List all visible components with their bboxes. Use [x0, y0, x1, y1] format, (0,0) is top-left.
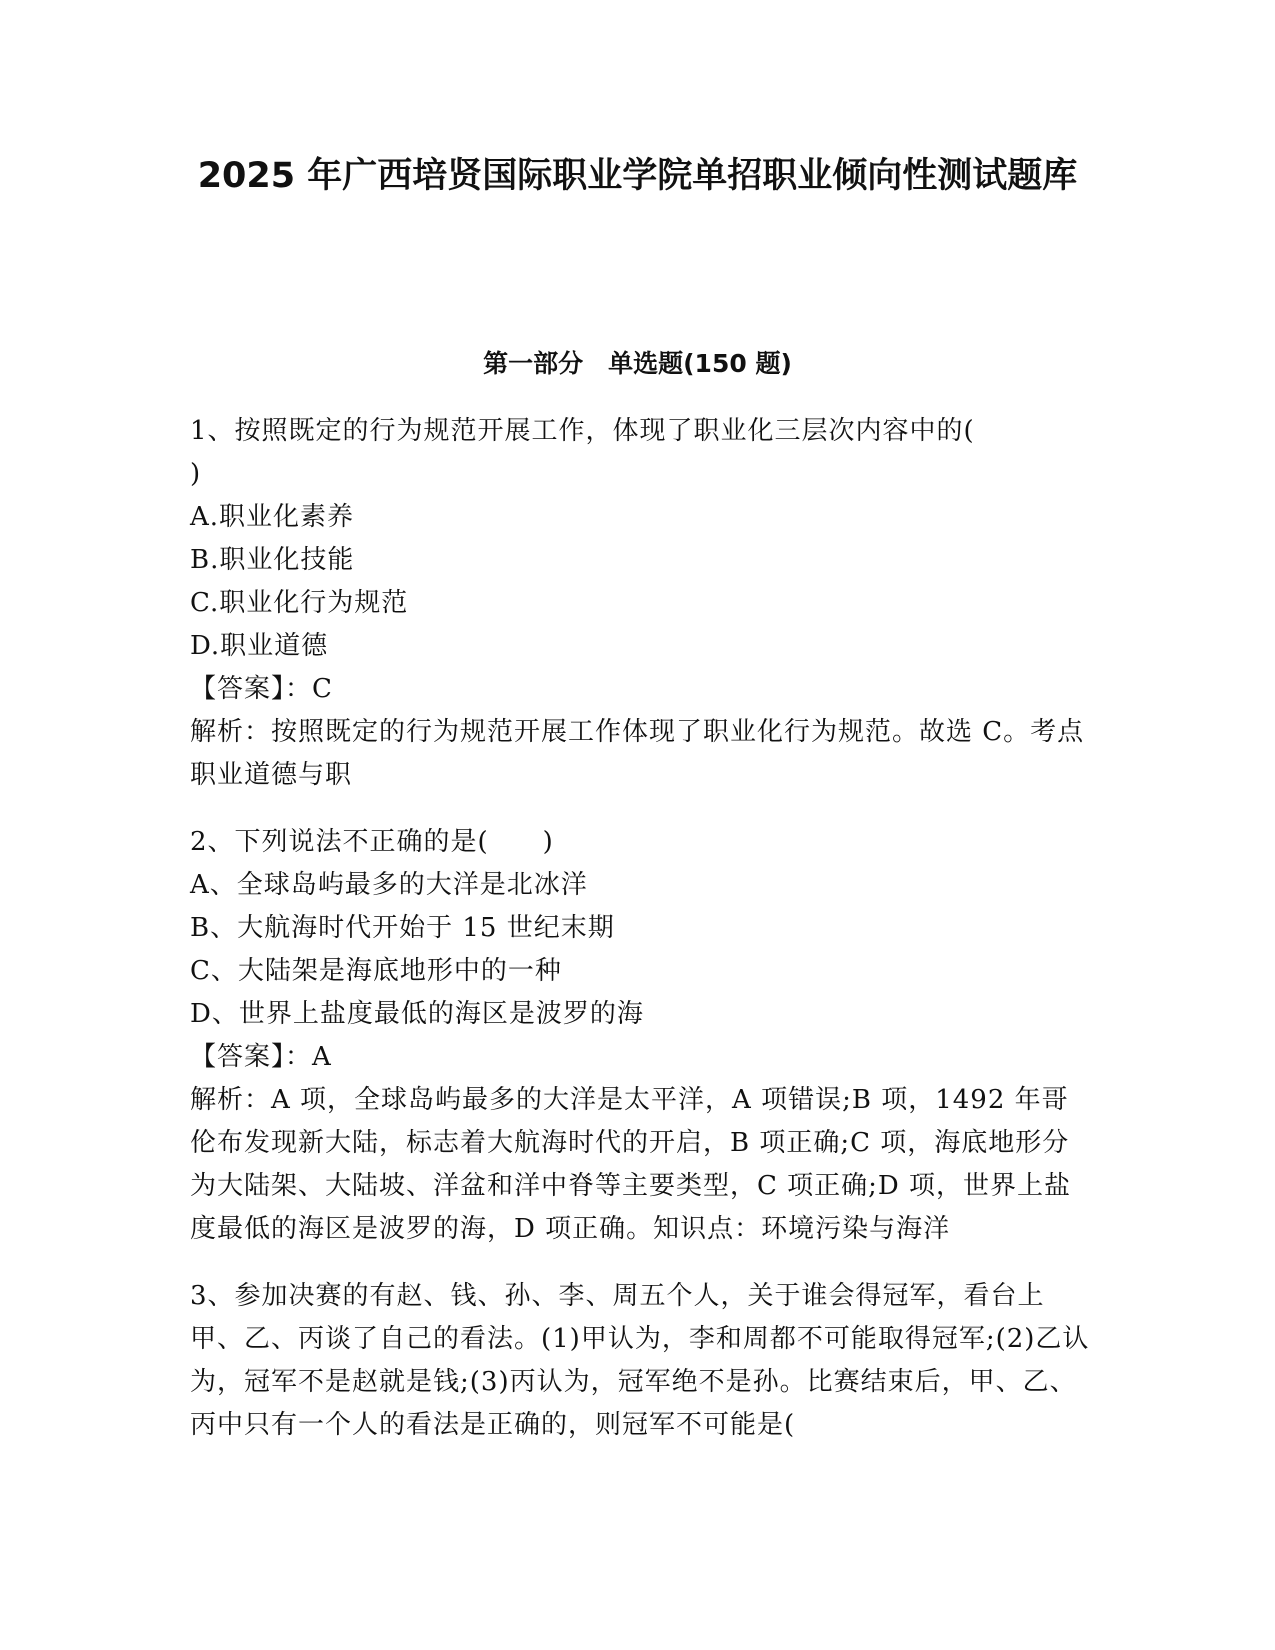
option-d: D、世界上盐度最低的海区是波罗的海 [190, 999, 644, 1029]
question-stem: 2、下列说法不正确的是( ) [190, 827, 554, 857]
option-c: C、大陆架是海底地形中的一种 [190, 956, 562, 986]
question-stem: 3、参加决赛的有赵、钱、孙、李、周五个人，关于谁会得冠军，看台上甲、乙、丙谈了自己的看法。(1)甲认为，李和周都不可能取得冠军;(2)乙认为，冠军不是赵就是钱;(3)丙认为，冠军绝不是孙。比赛结束后，甲、乙、丙中只有一个人的看法是正确的，则冠军不可能是( [190, 1281, 1090, 1440]
document-title: 2025 年广西培贤国际职业学院单招职业倾向性测试题库 [197, 156, 1078, 196]
analysis: 解析：按照既定的行为规范开展工作体现了职业化行为规范。故选 C。考点职业道德与职 [190, 717, 1085, 790]
option-c: C.职业化行为规范 [190, 588, 409, 618]
question-stem: 1、按照既定的行为规范开展工作，体现了职业化三层次内容中的( ) [190, 416, 975, 489]
answer: 【答案】：A [190, 1042, 332, 1072]
option-a: A、全球岛屿最多的大洋是北冰洋 [190, 870, 588, 900]
option-a: A.职业化素养 [190, 502, 355, 532]
answer: 【答案】：C [190, 674, 333, 704]
question-3 [190, 1275, 1090, 1447]
question-2 [190, 821, 1090, 1251]
option-b: B、大航海时代开始于 15 世纪末期 [190, 913, 615, 943]
question-1 [190, 410, 1090, 797]
section-heading: 第一部分 单选题(150 题) [483, 349, 792, 378]
option-d: D.职业道德 [190, 631, 329, 661]
analysis: 解析：A 项，全球岛屿最多的大洋是太平洋，A 项错误;B 项，1492 年哥伦布发现新大陆，标志着大航海时代的开启，B 项正确;C 项，海底地形分为大陆架、大陆坡、洋盆和洋中脊等主要类型，C 项正确;D 项，世界上盐度最低的海区是波罗的海，D 项正确。知识点：环境污染与海洋 [190, 1085, 1072, 1244]
question-list [190, 410, 1090, 1471]
option-b: B.职业化技能 [190, 545, 355, 575]
